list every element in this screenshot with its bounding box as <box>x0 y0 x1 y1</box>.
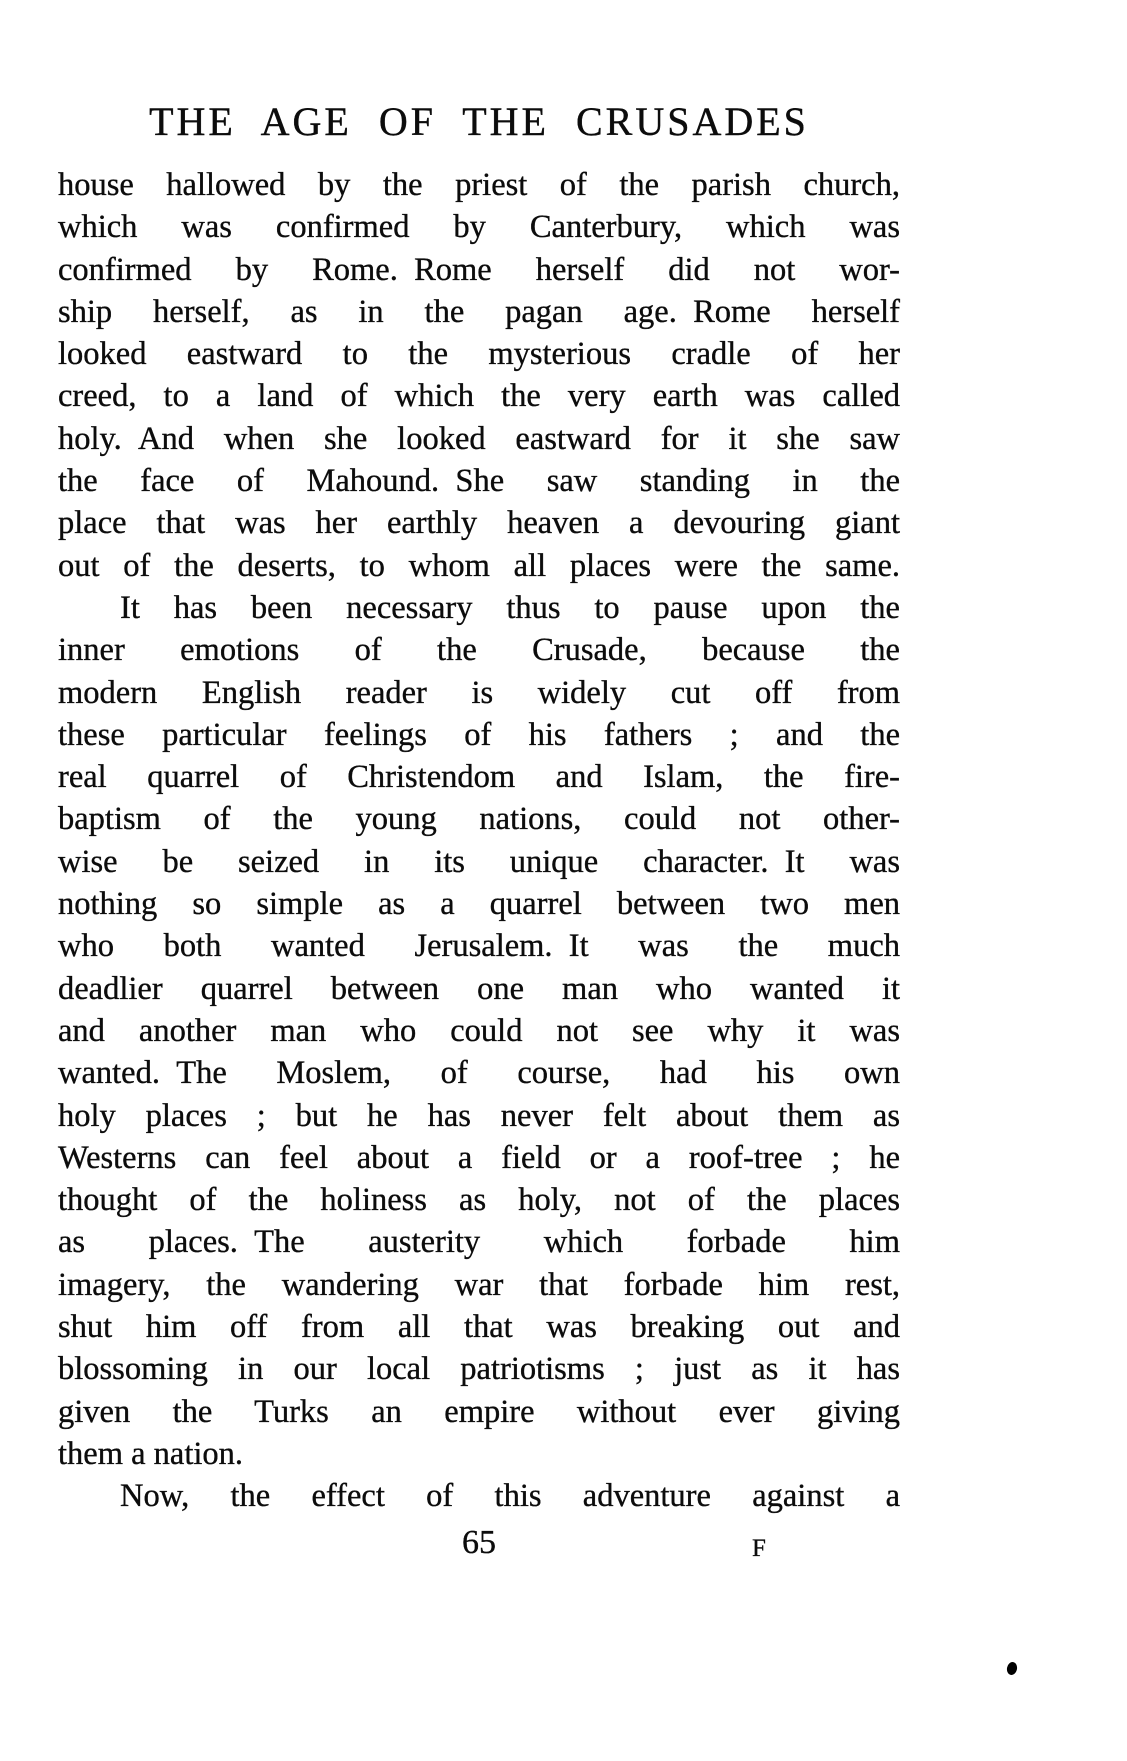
text-line: looked eastward to the mysterious cradle of her <box>58 336 900 373</box>
text-line: deadlier quarrel between one man who wanted it <box>58 970 900 1007</box>
page-title: THE AGE OF THE CRUSADES <box>149 99 809 144</box>
text-line: imagery, the wandering war that forbade him rest, <box>58 1266 900 1303</box>
text-line: Westerns can feel about a field or a roof-tree ; he <box>58 1139 900 1176</box>
ink-speck <box>1006 1661 1018 1676</box>
text-line: out of the deserts, to whom all places were the same. <box>58 547 900 584</box>
text-block <box>58 164 900 1518</box>
text-line: inner emotions of the Crusade, because the <box>58 632 900 669</box>
text-line: creed, to a land of which the very earth was called <box>58 378 900 415</box>
text-line: holy. And when she looked eastward for it she saw <box>58 420 900 457</box>
text-line: It has been necessary thus to pause upon the <box>120 589 900 626</box>
text-line: house hallowed by the priest of the parish church, <box>58 167 900 203</box>
text-line: wise be seized in its unique character. It was <box>58 843 900 880</box>
text-line: baptism of the young nations, could not other- <box>58 801 900 838</box>
text-line: and another man who could not see why it was <box>58 1012 900 1049</box>
text-line: shut him off from all that was breaking out and <box>58 1309 900 1346</box>
text-line: holy places ; but he has never felt about them as <box>58 1097 900 1134</box>
text-line: nothing so simple as a quarrel between two men <box>58 886 900 923</box>
text-line: confirmed by Rome. Rome herself did not wor- <box>58 251 900 288</box>
signature-mark: F <box>752 1535 767 1562</box>
text-line: place that was her earthly heaven a devouring giant <box>58 505 900 542</box>
text-line: real quarrel of Christendom and Islam, the fire- <box>58 759 900 796</box>
text-line: ship herself, as in the pagan age. Rome herself <box>58 293 900 330</box>
text-line: them a nation. <box>58 1435 244 1472</box>
text-line: Now, the effect of this adventure against a <box>120 1478 900 1515</box>
text-line: given the Turks an empire without ever giving <box>58 1393 900 1430</box>
text-line: as places. The austerity which forbade him <box>58 1224 900 1261</box>
text-line: who both wanted Jerusalem. It was the much <box>58 928 900 965</box>
text-line: modern English reader is widely cut off from <box>58 674 900 711</box>
text-line: which was confirmed by Canterbury, which was <box>58 209 900 246</box>
text-line: blossoming in our local patriotisms ; just as it has <box>58 1351 900 1388</box>
page-number: 65 <box>462 1524 496 1561</box>
text-line: wanted. The Moslem, of course, had his own <box>58 1055 900 1092</box>
text-line: the face of Mahound. She saw standing in the <box>58 463 900 500</box>
text-line: these particular feelings of his fathers ; and the <box>58 716 900 753</box>
text-line: thought of the holiness as holy, not of the places <box>58 1182 900 1219</box>
